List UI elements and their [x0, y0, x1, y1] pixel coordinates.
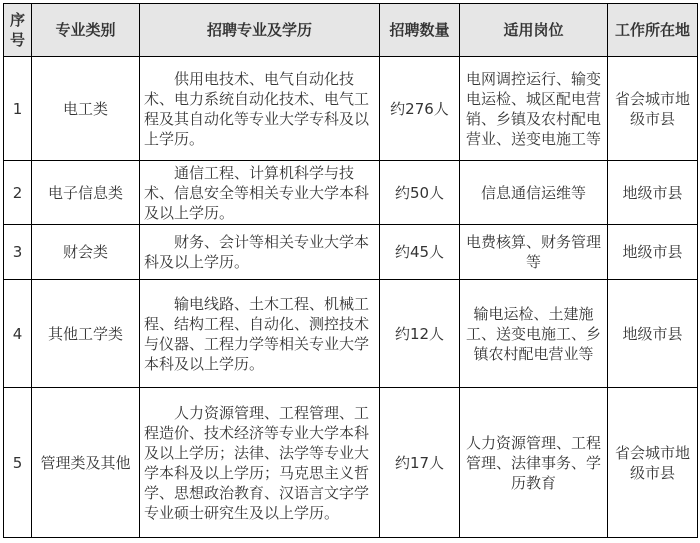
- row-count: 约45人: [380, 225, 460, 280]
- row-location: 地级市县: [608, 225, 698, 280]
- header-category: 专业类别: [32, 4, 140, 57]
- row-count: 约50人: [380, 161, 460, 225]
- row-no: 3: [4, 225, 32, 280]
- row-major: 财务、会计等相关专业大学本科及以上学历。: [140, 225, 380, 280]
- header-positions: 适用岗位: [460, 4, 608, 57]
- row-positions: 信息通信运维等: [460, 161, 608, 225]
- row-major: 人力资源管理、工程管理、工程造价、技术经济等专业大学本科及以上学历；法律、法学等专业大学本科及以上学历；马克思主义哲学、思想政治教育、汉语言文字学专业硕士研究生及以上学历。: [140, 388, 380, 538]
- row-location: 省会城市地级市县: [608, 57, 698, 161]
- row-positions: 输电运检、土建施工、送变电施工、乡镇农村配电营业等: [460, 280, 608, 388]
- row-category: 电工类: [32, 57, 140, 161]
- row-count: 约276人: [380, 57, 460, 161]
- table-row: [4, 161, 698, 225]
- row-positions: 人力资源管理、工程管理、法律事务、学历教育: [460, 388, 608, 538]
- header-major: 招聘专业及学历: [140, 4, 380, 57]
- header-no: 序号: [4, 4, 32, 57]
- header-count: 招聘数量: [380, 4, 460, 57]
- row-location: 地级市县: [608, 280, 698, 388]
- row-count: 约12人: [380, 280, 460, 388]
- row-count: 约17人: [380, 388, 460, 538]
- row-no: 1: [4, 57, 32, 161]
- row-no: 2: [4, 161, 32, 225]
- row-category: 管理类及其他: [32, 388, 140, 538]
- row-category: 电子信息类: [32, 161, 140, 225]
- row-no: 5: [4, 388, 32, 538]
- row-major: 通信工程、计算机科学与技术、信息安全等相关专业大学本科及以上学历。: [140, 161, 380, 225]
- row-major: 输电线路、土木工程、机械工程、结构工程、自动化、测控技术与仪器、工程力学等相关专业大学本科及以上学历。: [140, 280, 380, 388]
- table-row: [4, 57, 698, 161]
- header-row: [4, 4, 698, 57]
- row-major: 供用电技术、电气自动化技术、电力系统自动化技术、电气工程及其自动化等专业大学专科及以上学历。: [140, 57, 380, 161]
- table-row: [4, 225, 698, 280]
- row-category: 财会类: [32, 225, 140, 280]
- row-location: 省会城市地级市县: [608, 388, 698, 538]
- header-location: 工作所在地: [608, 4, 698, 57]
- recruitment-table: [3, 3, 698, 538]
- table-row: [4, 280, 698, 388]
- row-category: 其他工学类: [32, 280, 140, 388]
- row-positions: 电费核算、财务管理等: [460, 225, 608, 280]
- row-positions: 电网调控运行、输变电运检、城区配电营销、乡镇及农村配电营业、送变电施工等: [460, 57, 608, 161]
- row-location: 地级市县: [608, 161, 698, 225]
- row-no: 4: [4, 280, 32, 388]
- table-row: [4, 388, 698, 538]
